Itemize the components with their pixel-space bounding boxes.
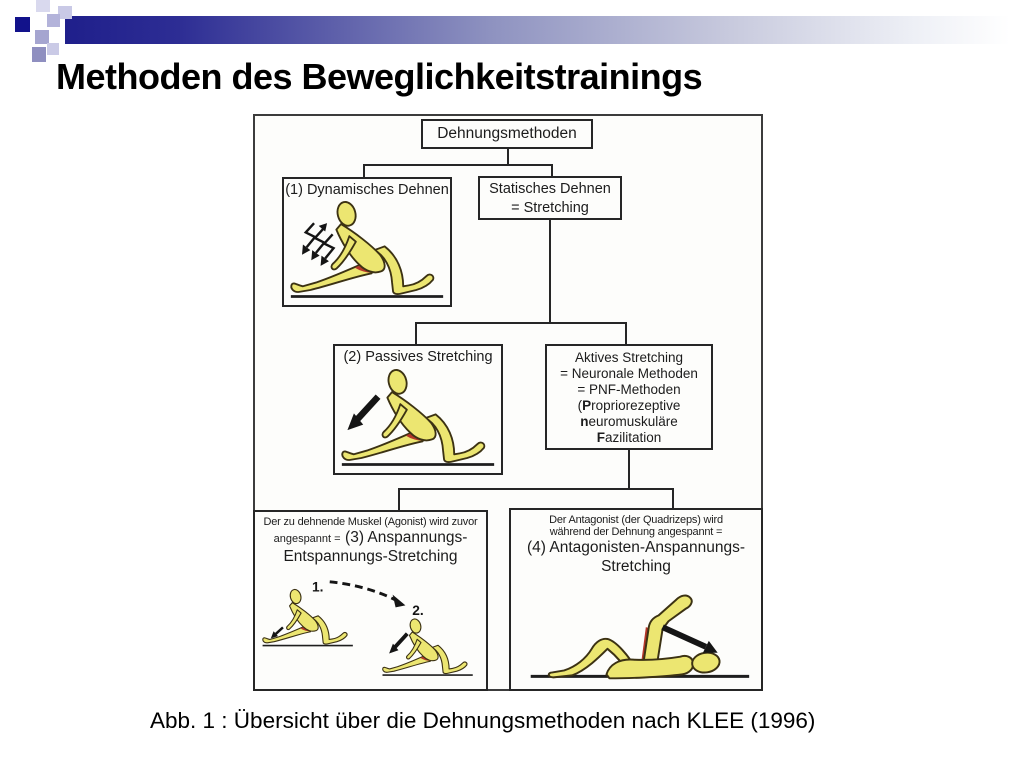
- node-label: (4) Antagonisten-Anspannungs-: [526, 539, 745, 556]
- node-label: angespannt = (3) Anspannungs-: [273, 529, 468, 546]
- connector-line: [628, 450, 630, 489]
- node-label: (2) Passives Stretching: [343, 349, 493, 365]
- connector-line: [415, 322, 627, 324]
- node-label-line: (Propriorezeptive: [577, 398, 681, 413]
- passive-stretch-illustration: [337, 367, 499, 471]
- node-label-line: = Neuronale Methoden: [560, 366, 698, 381]
- connector-line: [625, 322, 627, 344]
- decor-square: [35, 30, 49, 44]
- antagonist-stretch-illustration: [513, 587, 759, 687]
- connector-line: [415, 322, 417, 344]
- node-antagonisten-anspannungs-stretching: [509, 508, 763, 691]
- connector-line: [507, 148, 509, 165]
- figure-caption: Abb. 1 : Übersicht über die Dehnungsmethoden nach KLEE (1996): [150, 708, 816, 733]
- node-label: (1) Dynamisches Dehnen: [285, 182, 449, 198]
- connector-line: [672, 488, 674, 510]
- connector-line: [398, 488, 400, 512]
- contract-relax-illustration: [257, 573, 486, 687]
- node-dehnungsmethoden: [421, 119, 593, 149]
- decor-square: [47, 14, 60, 27]
- node-label: Dehnungsmethoden: [437, 125, 577, 142]
- figure-dehnungsmethoden: [253, 114, 763, 691]
- node-label: während der Dehnung angespannt =: [549, 526, 723, 538]
- node-label: Der Antagonist (der Quadrizeps) wird: [549, 514, 723, 526]
- node-statisches-dehnen: [478, 176, 622, 220]
- connector-line: [363, 164, 365, 178]
- node-label: Stretching: [601, 558, 671, 575]
- node-label-line: Aktives Stretching: [574, 350, 684, 365]
- node-label-line: neuromuskuläre: [580, 414, 678, 429]
- connector-line: [549, 220, 551, 324]
- decor-square: [58, 6, 72, 19]
- node-label: = Stretching: [511, 200, 589, 216]
- node-label: Der zu dehnende Muskel (Agonist) wird zuvor: [263, 516, 478, 528]
- node-dynamisches-dehnen: [282, 177, 452, 307]
- sequence-arrowhead: [393, 595, 406, 608]
- connector-line: [363, 164, 553, 166]
- decor-square: [47, 43, 59, 55]
- node-label: Statisches Dehnen: [489, 181, 611, 197]
- dynamic-stretch-illustration: [286, 199, 448, 303]
- header-gradient-bar: [65, 16, 1010, 44]
- decor-square: [15, 17, 30, 32]
- node-label-line: = PNF-Methoden: [577, 382, 681, 397]
- step-label: 1.: [312, 579, 324, 595]
- node-label-line: Fazilitation: [596, 430, 662, 445]
- page-title: Methoden des Beweglichkeitstrainings: [56, 56, 703, 97]
- node-passives-stretching: [333, 344, 503, 475]
- connector-line: [398, 488, 674, 490]
- node-label: Entspannungs-Stretching: [283, 548, 458, 565]
- sequence-dashed-arrow: [330, 582, 395, 600]
- decor-square: [36, 0, 50, 12]
- node-aktives-stretching: [545, 344, 713, 450]
- step-label: 2.: [412, 603, 424, 619]
- decor-square: [32, 47, 46, 62]
- node-anspannungs-entspannungs-stretching: [253, 510, 488, 691]
